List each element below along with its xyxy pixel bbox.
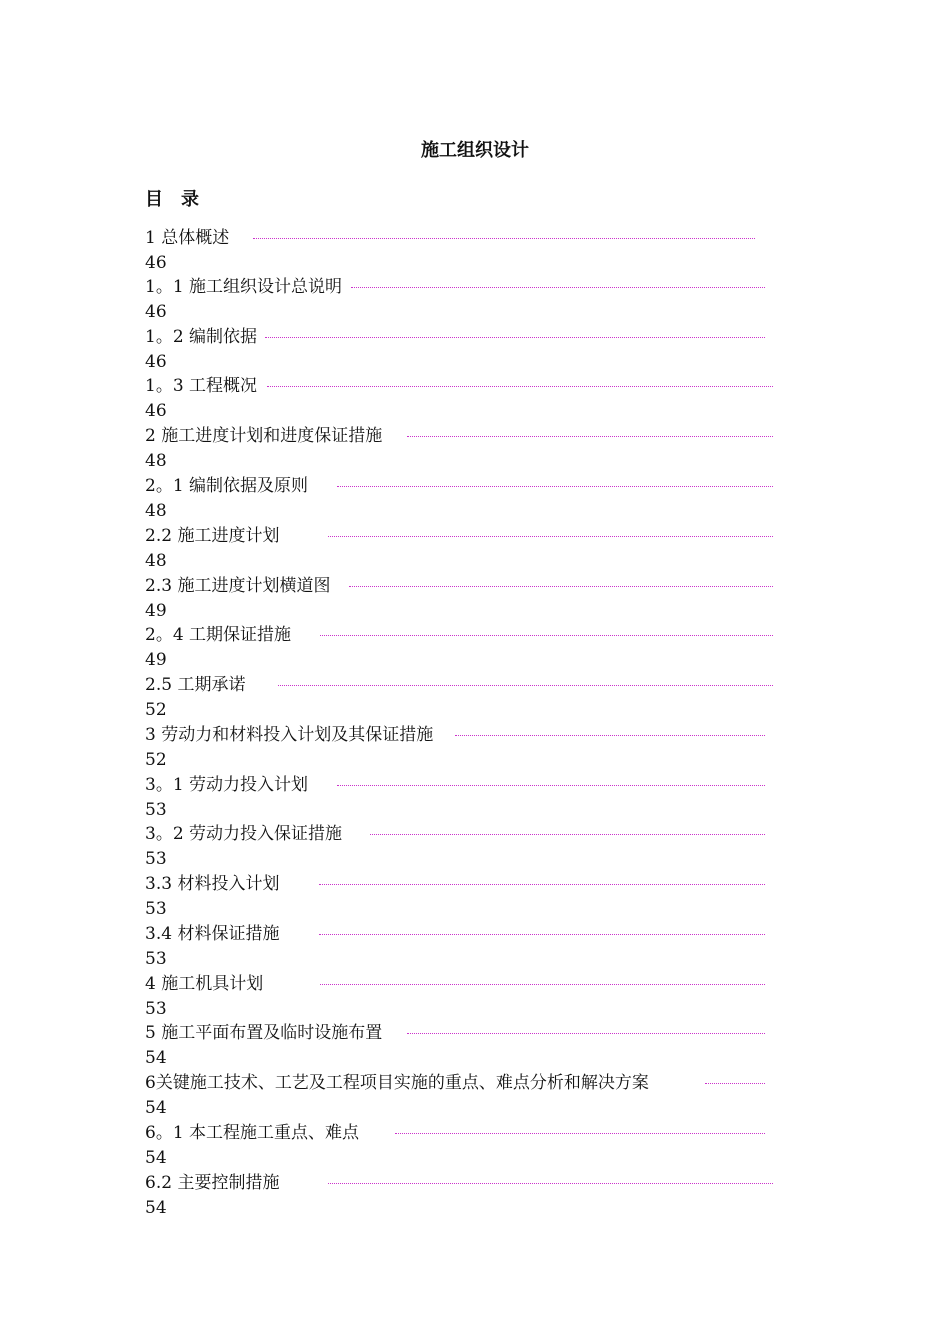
toc-entry-label: 2。4 工期保证措施: [145, 625, 292, 645]
toc-entry-label: 3 劳动力和材料投入计划及其保证措施: [145, 725, 434, 745]
toc-entry-label: 1 总体概述: [145, 228, 230, 248]
toc-entry: [145, 226, 785, 276]
document-title: 施工组织设计: [421, 140, 529, 161]
dotted-leader: [328, 1183, 773, 1184]
toc-heading: 目录: [145, 189, 217, 210]
toc-entry: [145, 872, 785, 922]
toc-entry-label: 3.4 材料保证措施: [145, 924, 280, 944]
toc-entry-label: 2.3 施工进度计划横道图: [145, 576, 331, 596]
toc-entry-page: 53: [145, 800, 167, 820]
dotted-leader: [407, 1033, 765, 1034]
dotted-leader: [370, 834, 765, 835]
toc-entry-label: 6。1 本工程施工重点、难点: [145, 1123, 360, 1143]
toc-entry-page: 46: [145, 401, 167, 421]
toc-entry-label: 3。2 劳动力投入保证措施: [145, 824, 343, 844]
toc-entry: [145, 972, 785, 1022]
toc-entry-label: 6关键施工技术、工艺及工程项目实施的重点、难点分析和解决方案: [145, 1073, 649, 1093]
toc-entry: [145, 1121, 785, 1171]
toc-entry: [145, 673, 785, 723]
toc-entry-page: 53: [145, 999, 167, 1019]
toc-entry-label: 1。3 工程概况: [145, 376, 258, 396]
dotted-leader: [253, 238, 755, 239]
toc-entry: [145, 773, 785, 823]
toc-entry-page: 52: [145, 700, 167, 720]
toc-entry-page: 48: [145, 501, 167, 521]
toc-entry: [145, 574, 785, 624]
toc-entry-page: 54: [145, 1098, 167, 1118]
toc-entry-page: 54: [145, 1148, 167, 1168]
toc-entry-label: 2.5 工期承诺: [145, 675, 246, 695]
toc-entry-label: 3.3 材料投入计划: [145, 874, 280, 894]
dotted-leader: [407, 436, 773, 437]
toc-entry-page: 49: [145, 650, 167, 670]
dotted-leader: [395, 1133, 765, 1134]
toc-entry: [145, 374, 785, 424]
toc-entry-page: 52: [145, 750, 167, 770]
toc-entry: [145, 524, 785, 574]
toc-entry-label: 1。1 施工组织设计总说明: [145, 277, 343, 297]
toc-entry-page: 46: [145, 253, 167, 273]
dotted-leader: [319, 884, 765, 885]
toc-entry-page: 54: [145, 1198, 167, 1218]
toc-entry-label: 2 施工进度计划和进度保证措施: [145, 426, 383, 446]
dotted-leader: [351, 287, 765, 288]
toc-entry-label: 2。1 编制依据及原则: [145, 476, 309, 496]
toc-entry-page: 49: [145, 601, 167, 621]
toc-entry: [145, 623, 785, 673]
toc-entry-label: 5 施工平面布置及临时设施布置: [145, 1023, 383, 1043]
toc-entry-page: 53: [145, 849, 167, 869]
dotted-leader: [267, 386, 773, 387]
toc-entry: [145, 1071, 785, 1121]
toc-entry: [145, 1171, 785, 1221]
toc-entry-page: 54: [145, 1048, 167, 1068]
toc-entry-page: 46: [145, 352, 167, 372]
dotted-leader: [319, 934, 765, 935]
dotted-leader: [349, 586, 773, 587]
toc-entry-label: 6.2 主要控制措施: [145, 1173, 280, 1193]
dotted-leader: [320, 635, 773, 636]
dotted-leader: [455, 735, 765, 736]
toc-entry: [145, 474, 785, 524]
toc-entry-label: 4 施工机具计划: [145, 974, 264, 994]
toc-entry: [145, 325, 785, 375]
toc-entry: [145, 424, 785, 474]
toc-entry: [145, 1021, 785, 1071]
toc-entry: [145, 922, 785, 972]
dotted-leader: [278, 685, 773, 686]
toc-entry: [145, 723, 785, 773]
toc-entry-label: 2.2 施工进度计划: [145, 526, 280, 546]
toc-entry: [145, 275, 785, 325]
toc-entry-label: 1。2 编制依据: [145, 327, 258, 347]
toc-entry-page: 53: [145, 899, 167, 919]
dotted-leader: [337, 486, 773, 487]
dotted-leader: [337, 785, 765, 786]
dotted-leader: [265, 337, 765, 338]
toc-entry-page: 48: [145, 551, 167, 571]
dotted-leader: [328, 536, 773, 537]
toc-entry-page: 48: [145, 451, 167, 471]
dotted-leader: [705, 1083, 765, 1084]
toc-entry-label: 3。1 劳动力投入计划: [145, 775, 309, 795]
toc-entry: [145, 822, 785, 872]
dotted-leader: [320, 984, 765, 985]
toc-entry-page: 53: [145, 949, 167, 969]
toc-entry-page: 46: [145, 302, 167, 322]
